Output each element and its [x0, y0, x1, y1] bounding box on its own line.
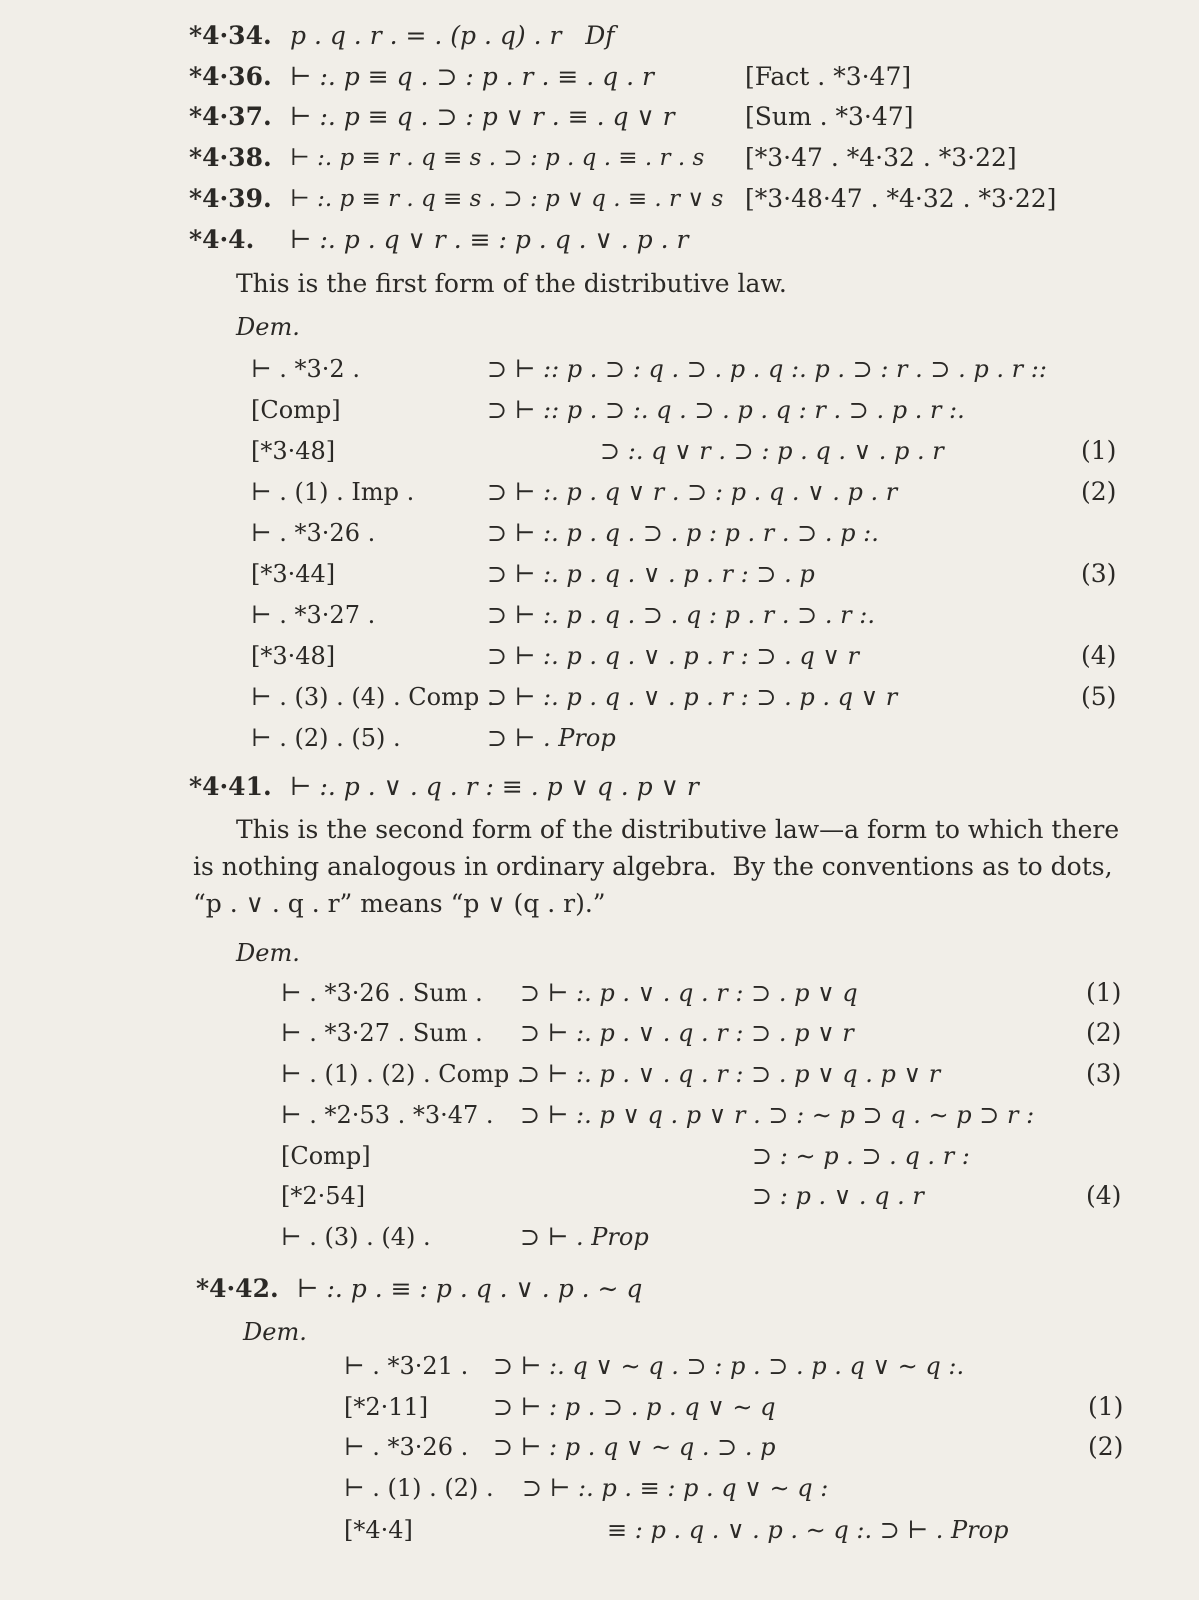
proof-step-number: (3)	[1086, 1059, 1122, 1088]
proof-step-formula: ⊃ ⊢ :. p . ≡ : p . q ∨ ∼ q :	[522, 1474, 829, 1502]
proof-step-justification: [*2·54]	[281, 1182, 366, 1210]
theorem-reference: [*3·48·47 . *4·32 . *3·22]	[745, 184, 1057, 213]
proof-step-justification: [*3·48]	[251, 437, 336, 465]
proof-step-formula: ⊃ : p . ∨ . q . r	[752, 1182, 924, 1210]
commentary-text: “p . ∨ . q . r” means “p ∨ (q . r).”	[193, 889, 606, 918]
proof-step-justification: ⊢ . *3·26 .	[251, 519, 376, 547]
theorem-formula: ⊢ :. p . q ∨ r . ≡ : p . q . ∨ . p . r	[290, 225, 689, 254]
proof-step-formula: ⊃ : ∼ p . ⊃ . q . r :	[752, 1142, 970, 1170]
proof-step-number: (2)	[1088, 1432, 1124, 1461]
proof-step-formula: ⊃ ⊢ :. q ∨ ∼ q . ⊃ : p . ⊃ . p . q ∨ ∼ q :.	[493, 1352, 965, 1380]
proof-step-formula: ⊃ ⊢ :: p . ⊃ :. q . ⊃ . p . q : r . ⊃ . p . r :.	[487, 396, 965, 424]
proof-step-justification: ⊢ . (1) . (2) . Comp .	[281, 1060, 525, 1088]
theorem-formula: ⊢ :. p ≡ r . q ≡ s . ⊃ : p . q . ≡ . r . s	[290, 145, 705, 171]
proof-step-number: (1)	[1088, 1392, 1124, 1421]
proof-step-formula: ⊃ ⊢ :. p . q . ∨ . p . r : ⊃ . q ∨ r	[487, 642, 860, 670]
proof-step-justification: [*3·48]	[251, 642, 336, 670]
proof-step-justification: [*4·4]	[344, 1516, 413, 1544]
theorem-formula: ⊢ :. p ≡ q . ⊃ : p ∨ r . ≡ . q ∨ r	[290, 102, 675, 131]
proof-step-justification: ⊢ . (2) . (5) .	[251, 724, 401, 752]
proof-step-number: (4)	[1081, 641, 1117, 670]
proof-step-justification: ⊢ . (3) . (4) . Comp .	[251, 683, 495, 711]
proof-step-formula: ⊃ ⊢ :. p . ∨ . q . r : ⊃ . p ∨ q . p ∨ r	[520, 1060, 941, 1088]
proof-step-justification: ⊢ . (1) . Imp .	[251, 478, 415, 506]
proof-step-formula: ⊃ ⊢ : p . q ∨ ∼ q . ⊃ . p	[493, 1433, 776, 1461]
proof-step-formula: ⊃ ⊢ :. p . q . ∨ . p . r : ⊃ . p . q ∨ r	[487, 683, 898, 711]
proof-step-justification: ⊢ . (1) . (2) .	[344, 1474, 494, 1502]
proof-step-justification: ⊢ . *3·27 .	[251, 601, 376, 629]
theorem-number: *4·42.	[196, 1274, 279, 1303]
theorem-formula: ⊢ :. p ≡ q . ⊃ : p . r . ≡ . q . r	[290, 62, 654, 91]
theorem-number: *4·36.	[189, 62, 272, 91]
proof-step-justification: ⊢ . (3) . (4) .	[281, 1223, 431, 1251]
proof-step-justification: ⊢ . *3·26 .	[344, 1433, 469, 1461]
theorem-number: *4·34.	[189, 21, 272, 50]
proof-step-number: (5)	[1081, 682, 1117, 711]
proof-step-justification: ⊢ . *3·27 . Sum .	[281, 1019, 483, 1047]
proof-step-justification: [Comp]	[251, 396, 341, 424]
commentary-text: This is the first form of the distributive law.	[236, 269, 787, 298]
proof-step-formula: ⊃ ⊢ :. p . q . ∨ . p . r : ⊃ . p	[487, 560, 815, 588]
dem-label: Dem.	[236, 313, 300, 341]
theorem-formula: ⊢ :. p ≡ r . q ≡ s . ⊃ : p ∨ q . ≡ . r ∨ s	[290, 186, 724, 212]
theorem-number: *4·39.	[189, 184, 272, 213]
dem-label: Dem.	[243, 1318, 307, 1346]
proof-step-justification: ⊢ . *3·2 .	[251, 355, 360, 383]
proof-step-formula: ⊃ ⊢ :: p . ⊃ : q . ⊃ . p . q :. p . ⊃ : r . ⊃ . p . r ::	[487, 355, 1047, 383]
proof-step-number: (3)	[1081, 559, 1117, 588]
theorem-reference: [*3·47 . *4·32 . *3·22]	[745, 143, 1017, 172]
proof-step-number: (1)	[1081, 436, 1117, 465]
proof-step-justification: [*2·11]	[344, 1393, 429, 1421]
commentary-text: is nothing analogous in ordinary algebra. By the conventions as to dots,	[193, 852, 1113, 881]
proof-step-number: (4)	[1086, 1181, 1122, 1210]
proof-step-justification: [Comp]	[281, 1142, 371, 1170]
proof-step-formula: ⊃ ⊢ : p . ⊃ . p . q ∨ ∼ q	[493, 1393, 776, 1421]
proof-step-formula: ⊃ ⊢ . Prop	[487, 724, 616, 752]
proof-step-formula: ⊃ :. q ∨ r . ⊃ : p . q . ∨ . p . r	[600, 437, 944, 465]
proof-step-justification: ⊢ . *3·21 .	[344, 1352, 469, 1380]
proof-step-formula: ⊃ ⊢ :. p ∨ q . p ∨ r . ⊃ : ∼ p ⊃ q . ∼ p ⊃ r :	[520, 1101, 1035, 1129]
proof-step-number: (2)	[1081, 477, 1117, 506]
theorem-number: *4·41.	[189, 772, 272, 801]
proof-step-formula: ⊃ ⊢ :. p . ∨ . q . r : ⊃ . p ∨ q	[520, 979, 858, 1007]
proof-step-formula: ⊃ ⊢ :. p . q ∨ r . ⊃ : p . q . ∨ . p . r	[487, 478, 898, 506]
commentary-text: This is the second form of the distributive law—a form to which there	[236, 815, 1120, 844]
theorem-number: *4·38.	[189, 143, 272, 172]
proof-step-formula: ⊃ ⊢ :. p . q . ⊃ . p : p . r . ⊃ . p :.	[487, 519, 879, 547]
proof-step-formula: ≡ : p . q . ∨ . p . ∼ q :. ⊃ ⊢ . Prop	[607, 1516, 1009, 1544]
proof-step-formula: ⊃ ⊢ :. p . q . ⊃ . q : p . r . ⊃ . r :.	[487, 601, 875, 629]
dem-label: Dem.	[236, 939, 300, 967]
proof-step-formula: ⊃ ⊢ :. p . ∨ . q . r : ⊃ . p ∨ r	[520, 1019, 854, 1047]
proof-step-number: (2)	[1086, 1018, 1122, 1047]
proof-step-justification: ⊢ . *2·53 . *3·47 .	[281, 1101, 494, 1129]
proof-step-justification: ⊢ . *3·26 . Sum .	[281, 979, 483, 1007]
proof-step-number: (1)	[1086, 978, 1122, 1007]
theorem-formula: ⊢ :. p . ∨ . q . r : ≡ . p ∨ q . p ∨ r	[290, 772, 699, 801]
theorem-formula: ⊢ :. p . ≡ : p . q . ∨ . p . ∼ q	[297, 1274, 643, 1303]
theorem-number: *4·37.	[189, 102, 272, 131]
theorem-number: *4·4.	[189, 225, 255, 254]
theorem-reference: [Sum . *3·47]	[745, 102, 914, 131]
proof-step-formula: ⊃ ⊢ . Prop	[520, 1223, 649, 1251]
proof-step-justification: [*3·44]	[251, 560, 336, 588]
theorem-reference: [Fact . *3·47]	[745, 62, 912, 91]
theorem-formula: p . q . r . = . (p . q) . r Df	[290, 21, 615, 50]
